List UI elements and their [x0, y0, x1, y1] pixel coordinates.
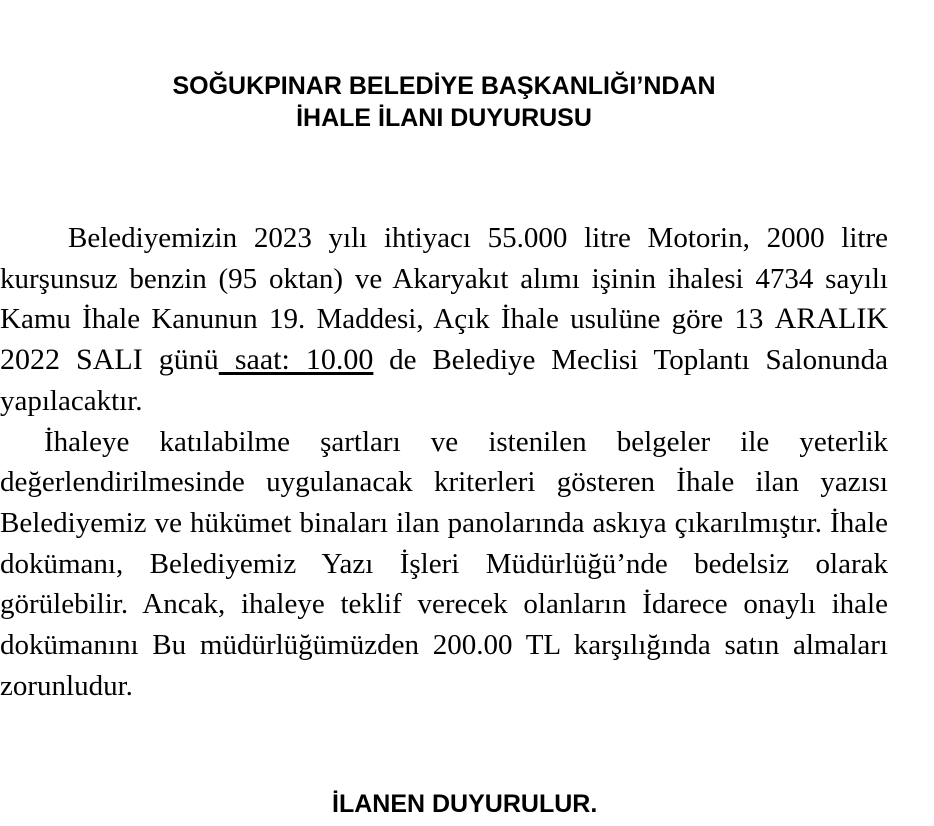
- title-line-2: İHALE İLANI DUYURUSU: [296, 104, 592, 132]
- tender-time: saat: 10.00: [218, 343, 374, 377]
- announcement-title: [0, 70, 888, 134]
- tender-date: ARALIK 2022 SALI günü: [0, 302, 888, 377]
- title-line-1: SOĞUKPINAR BELEDİYE BAŞKANLIĞI’NDAN: [172, 72, 716, 100]
- tender-location-text: de Belediye Meclisi Toplantı Salonunda yapılacaktır.: [0, 344, 888, 417]
- closing-statement: İLANEN DUYURULUR.: [332, 790, 598, 818]
- participation-conditions-paragraph: İhaleye katılabilme şartları ve istenilen belgeler ile yeterlik değerlendirilmesinde uygulanacak kriterleri gösteren İhale ilan yazısı Belediyemiz ve hükümet binaları ilan panolarında askıya çıkarılmıştır. İhale dokümanı, Belediyemiz Yazı İşleri Müdürlüğü’nde bedelsiz olarak görülebilir. Ancak, ihaleye teklif verecek olanların İdarece onaylı ihale dokümanını Bu müdürlüğümüzden 200.00 TL karşılığında satın almaları zorunludur.: [0, 425, 888, 702]
- tender-details-text: Belediyemizin 2023 yılı ihtiyacı 55.000 litre Motorin, 2000 litre kurşunsuz benzin (95 oktan) ve Akaryakıt alımı işinin ihalesi 4734 sayılı Kamu İhale Kanunun 19. Maddesi, Açık İhale usulüne göre 13: [0, 222, 888, 336]
- tender-details-paragraph: [0, 218, 888, 422]
